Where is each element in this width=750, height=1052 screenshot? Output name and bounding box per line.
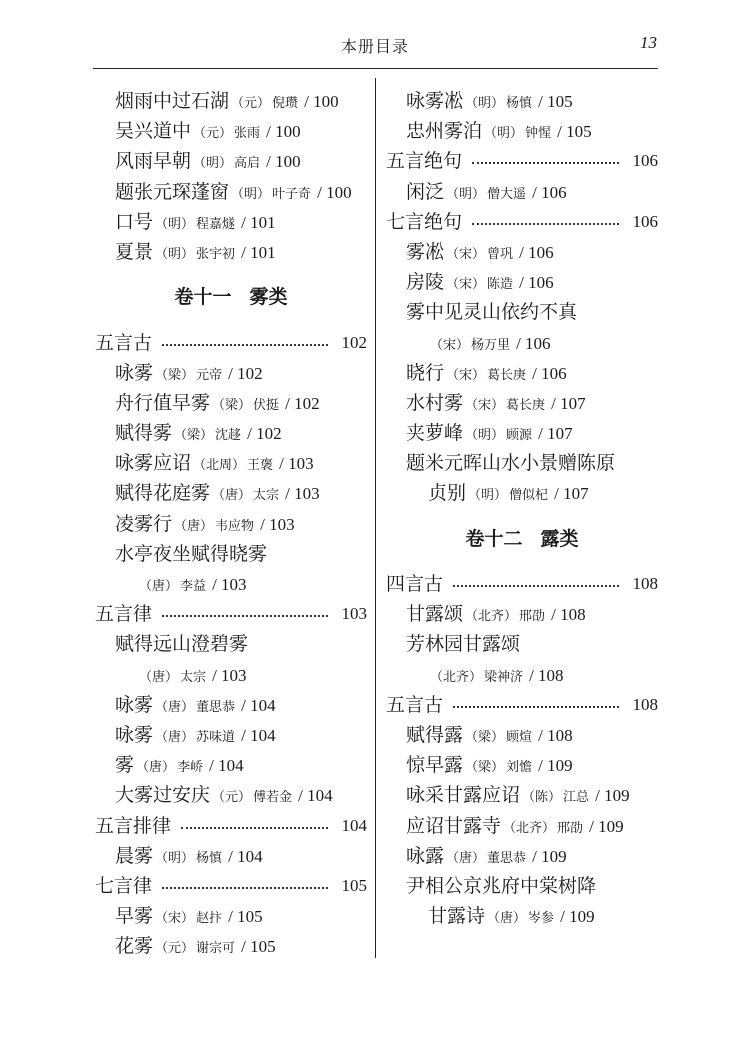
- toc-entry[interactable]: [95, 478, 367, 508]
- entry-title: 忠州雾泊: [406, 120, 483, 143]
- toc-left-column: [95, 86, 367, 961]
- entry-dynasty: （明）: [155, 216, 195, 232]
- entry-page: / 104: [298, 786, 333, 806]
- entry-author: 太宗: [180, 669, 207, 685]
- entry-page: / 106: [532, 182, 567, 202]
- section-title: 五言古: [386, 693, 444, 716]
- toc-entry[interactable]: [95, 358, 367, 388]
- entry-author: 叶子奇: [272, 186, 312, 202]
- section-page: 103: [341, 604, 367, 624]
- page-number: 13: [640, 33, 657, 52]
- toc-entry[interactable]: [95, 720, 367, 750]
- entry-dynasty: （明）: [465, 428, 505, 444]
- leader-dots: [453, 585, 618, 587]
- section-title: 五言律: [95, 603, 153, 626]
- entry-page: / 105: [228, 907, 263, 927]
- entry-author: 元帝: [196, 367, 223, 383]
- toc-entry[interactable]: [95, 448, 367, 478]
- entry-title: 夏景: [115, 240, 154, 263]
- entry-page: / 107: [551, 393, 586, 413]
- entry-author: 倪瓒: [272, 96, 299, 111]
- entry-dynasty: （元）: [212, 790, 252, 806]
- entry-title: 咏采甘露应诏: [406, 784, 521, 807]
- leader-dots: [181, 827, 327, 829]
- entry-dynasty: （梁）: [212, 397, 252, 413]
- entry-title: 甘露诗: [428, 905, 486, 928]
- entry-dynasty: （元）: [231, 96, 271, 111]
- entry-title: 惊早露: [406, 754, 464, 777]
- entry-page: / 105: [557, 122, 592, 142]
- entry-author: 陈造: [487, 277, 514, 293]
- entry-page: / 107: [538, 424, 573, 444]
- entry-dynasty: （北齐）: [430, 669, 483, 685]
- toc-entry[interactable]: [386, 358, 658, 388]
- entry-page: / 102: [285, 393, 320, 413]
- entry-author: 梁神济: [484, 669, 524, 685]
- entry-title: 房陵: [406, 271, 445, 294]
- entry-page: / 103: [212, 575, 247, 595]
- entry-page: / 102: [247, 424, 282, 444]
- entry-dynasty: （梁）: [465, 760, 505, 776]
- entry-author: 伏挺: [253, 397, 280, 413]
- toc-entry[interactable]: [386, 720, 658, 750]
- entry-page: / 100: [266, 152, 301, 172]
- volume-heading: [386, 509, 658, 569]
- toc-section[interactable]: [95, 811, 367, 841]
- section-title: 七言绝句: [386, 210, 463, 233]
- leader-dots: [453, 706, 618, 708]
- entry-title: 雾: [115, 754, 135, 777]
- toc-entry[interactable]: [386, 629, 658, 659]
- section-page: 102: [341, 332, 367, 352]
- entry-title: 咏雾: [115, 361, 154, 384]
- entry-page: / 109: [560, 907, 595, 927]
- toc-entry-continuation[interactable]: [386, 660, 658, 690]
- toc-entry[interactable]: [386, 177, 658, 207]
- entry-author: 刘憺: [506, 760, 533, 776]
- entry-title: 咏雾: [115, 693, 154, 716]
- entry-author: 葛长庚: [506, 397, 546, 413]
- toc-entry[interactable]: [95, 629, 367, 659]
- toc-entry[interactable]: [95, 690, 367, 720]
- entry-dynasty: （明）: [465, 96, 505, 111]
- entry-page: / 109: [532, 846, 567, 866]
- entry-page: / 104: [241, 725, 276, 745]
- entry-author: 顾源: [506, 428, 533, 444]
- entry-author: 程嘉燧: [196, 216, 236, 232]
- toc-entry[interactable]: [95, 750, 367, 780]
- toc-entry[interactable]: [386, 841, 658, 871]
- toc-entry[interactable]: [386, 448, 658, 478]
- toc-entry[interactable]: [95, 901, 367, 931]
- entry-title: 大雾过安庆: [115, 784, 211, 807]
- toc-entry-continuation[interactable]: [95, 660, 367, 690]
- toc-section[interactable]: [386, 569, 658, 599]
- entry-page: / 108: [529, 665, 564, 685]
- leader-dots: [162, 344, 327, 346]
- entry-page: / 109: [538, 756, 573, 776]
- entry-author: 太宗: [253, 488, 280, 504]
- toc-entry[interactable]: [386, 750, 658, 780]
- entry-title: 闲泛: [406, 180, 445, 203]
- entry-dynasty: （北周）: [193, 458, 246, 474]
- entry-title: 赋得花庭雾: [115, 482, 211, 505]
- entry-dynasty: （宋）: [155, 911, 195, 927]
- toc-entry[interactable]: [386, 297, 658, 327]
- header-rule: [93, 68, 658, 69]
- entry-page: / 103: [285, 484, 320, 504]
- entry-dynasty: （陈）: [522, 790, 562, 806]
- toc-entry[interactable]: [386, 116, 658, 146]
- entry-dynasty: （梁）: [465, 729, 505, 745]
- entry-page: / 105: [241, 937, 276, 957]
- entry-page: / 108: [538, 725, 573, 745]
- entry-title: 雾中见灵山依约不真: [406, 301, 578, 324]
- entry-dynasty: （唐）: [155, 699, 195, 715]
- volume-title: 卷十一: [174, 286, 232, 309]
- entry-page: / 104: [209, 756, 244, 776]
- toc-right-column: [386, 86, 658, 931]
- entry-author: 江总: [563, 790, 590, 806]
- entry-author: 葛长庚: [487, 367, 527, 383]
- entry-dynasty: （唐）: [136, 760, 176, 776]
- entry-dynasty: （明）: [155, 246, 195, 262]
- entry-author: 张雨: [234, 126, 261, 142]
- toc-section[interactable]: [95, 328, 367, 358]
- entry-title: 水村雾: [406, 391, 464, 414]
- entry-dynasty: （唐）: [446, 850, 486, 866]
- toc-section[interactable]: [386, 207, 658, 237]
- toc-entry[interactable]: [386, 388, 658, 418]
- entry-title: 凌雾行: [115, 512, 173, 535]
- entry-author: 沈趍: [215, 428, 242, 444]
- entry-page: / 108: [551, 605, 586, 625]
- entry-author: 杨慎: [506, 96, 533, 111]
- entry-dynasty: （明）: [468, 488, 508, 504]
- entry-dynasty: （明）: [484, 126, 524, 142]
- entry-page: / 101: [241, 212, 276, 232]
- entry-title: 吴兴道中: [115, 120, 192, 143]
- entry-page: / 109: [595, 786, 630, 806]
- entry-author: 钟惺: [525, 126, 552, 142]
- toc-entry-continuation[interactable]: [386, 478, 658, 508]
- section-page: 105: [341, 875, 367, 895]
- entry-title: 雾凇: [406, 240, 445, 263]
- entry-title: 口号: [115, 210, 154, 233]
- entry-author: 邢劭: [519, 609, 546, 625]
- entry-author: 岑参: [528, 911, 555, 927]
- entry-dynasty: （唐）: [212, 488, 252, 504]
- entry-title: 舟行值早雾: [115, 391, 211, 414]
- entry-page: / 106: [516, 333, 551, 353]
- volume-title: 卷十二: [465, 527, 523, 550]
- entry-dynasty: （宋）: [446, 246, 486, 262]
- entry-title: 赋得远山澄碧雾: [115, 633, 249, 656]
- entry-title: 早雾: [115, 905, 154, 928]
- leader-dots: [472, 162, 618, 164]
- toc-entry-continuation[interactable]: [386, 328, 658, 358]
- entry-author: 谢宗可: [196, 941, 236, 957]
- entry-dynasty: （明）: [446, 186, 486, 202]
- entry-dynasty: （唐）: [139, 669, 179, 685]
- entry-title: 咏雾凇: [406, 90, 464, 112]
- entry-page: / 100: [266, 122, 301, 142]
- entry-title: 夹萝峰: [406, 422, 464, 445]
- entry-dynasty: （宋）: [446, 277, 486, 293]
- toc-entry[interactable]: [386, 237, 658, 267]
- toc-entry[interactable]: [386, 86, 658, 116]
- toc-entry-continuation[interactable]: [386, 901, 658, 931]
- toc-entry[interactable]: [386, 871, 658, 901]
- entry-author: 赵抃: [196, 911, 223, 927]
- entry-title: 烟雨中过石湖: [115, 90, 230, 112]
- entry-title: 水亭夜坐赋得晓雾: [115, 542, 268, 565]
- entry-dynasty: （元）: [193, 126, 233, 142]
- entry-title: 咏雾应诏: [115, 452, 192, 475]
- entry-dynasty: （梁）: [174, 428, 214, 444]
- section-page: 104: [341, 815, 367, 835]
- entry-title: 尹相公京兆府中棠树降: [406, 874, 597, 897]
- toc-entry[interactable]: [386, 811, 658, 841]
- entry-dynasty: （梁）: [155, 367, 195, 383]
- entry-page: / 103: [212, 665, 247, 685]
- entry-title: 晨雾: [115, 844, 154, 867]
- entry-author: 邢劭: [557, 820, 584, 836]
- entry-author: 傅若金: [253, 790, 293, 806]
- entry-author: 韦应物: [215, 518, 255, 534]
- entry-title: 贞别: [428, 482, 467, 505]
- toc-entry[interactable]: [95, 841, 367, 871]
- column-divider: [375, 78, 376, 958]
- entry-title: 赋得雾: [115, 422, 173, 445]
- section-page: 108: [632, 694, 658, 714]
- section-title: 七言律: [95, 874, 153, 897]
- entry-page: / 103: [279, 454, 314, 474]
- entry-page: / 100: [317, 182, 352, 202]
- entry-title: 题米元晖山水小景赠陈原: [406, 452, 616, 475]
- entry-dynasty: （唐）: [155, 729, 195, 745]
- entry-dynasty: （元）: [155, 941, 195, 957]
- toc-entry[interactable]: [386, 780, 658, 810]
- section-title: 五言排律: [95, 814, 172, 837]
- toc-entry[interactable]: [386, 599, 658, 629]
- entry-author: 李峤: [177, 760, 204, 776]
- entry-page: / 109: [589, 816, 624, 836]
- toc-entry[interactable]: [95, 237, 367, 267]
- leader-dots: [162, 887, 327, 889]
- entry-page: / 104: [241, 695, 276, 715]
- toc-section[interactable]: [386, 690, 658, 720]
- entry-dynasty: （明）: [231, 186, 271, 202]
- entry-author: 李益: [180, 579, 207, 595]
- entry-title: 题张元琛蓬窗: [115, 180, 230, 203]
- entry-dynasty: （明）: [155, 850, 195, 866]
- toc-entry[interactable]: [95, 418, 367, 448]
- entry-page: / 104: [228, 846, 263, 866]
- entry-page: / 106: [532, 363, 567, 383]
- toc-section[interactable]: [386, 146, 658, 176]
- entry-author: 王褒: [247, 458, 274, 474]
- volume-heading: [95, 267, 367, 327]
- toc-section[interactable]: [95, 871, 367, 901]
- entry-dynasty: （北齐）: [465, 609, 518, 625]
- toc-entry[interactable]: [95, 177, 367, 207]
- entry-page: / 102: [228, 363, 263, 383]
- entry-title: 晓行: [406, 361, 445, 384]
- toc-entry[interactable]: [95, 509, 367, 539]
- toc-entry[interactable]: [95, 931, 367, 961]
- entry-page: / 100: [304, 92, 339, 111]
- toc-entry[interactable]: [386, 267, 658, 297]
- entry-page: / 105: [538, 92, 573, 111]
- entry-author: 董思恭: [487, 850, 527, 866]
- entry-dynasty: （宋）: [446, 367, 486, 383]
- running-head: 本册目录: [340, 37, 409, 56]
- leader-dots: [162, 615, 327, 617]
- entry-page: / 103: [260, 514, 295, 534]
- entry-title: 芳林园甘露颂: [406, 633, 521, 656]
- toc-entry[interactable]: [386, 418, 658, 448]
- section-page: 106: [632, 151, 658, 171]
- entry-dynasty: （宋）: [465, 397, 505, 413]
- entry-author: 高启: [234, 156, 261, 172]
- section-title: 四言古: [386, 573, 444, 596]
- entry-dynasty: （唐）: [487, 911, 527, 927]
- entry-author: 曾巩: [487, 246, 514, 262]
- section-page: 108: [632, 574, 658, 594]
- entry-author: 顾煊: [506, 729, 533, 745]
- entry-page: / 106: [519, 242, 554, 262]
- entry-author: 僧似杞: [509, 488, 549, 504]
- section-title: 五言古: [95, 331, 153, 354]
- entry-dynasty: （明）: [193, 156, 233, 172]
- entry-dynasty: （北齐）: [503, 820, 556, 836]
- entry-author: 张宇初: [196, 246, 236, 262]
- volume-category: 露类: [540, 527, 579, 550]
- entry-title: 咏露: [406, 844, 445, 867]
- toc-entry[interactable]: [95, 207, 367, 237]
- section-title: 五言绝句: [386, 150, 463, 173]
- volume-category: 雾类: [249, 286, 288, 309]
- entry-author: 杨慎: [196, 850, 223, 866]
- toc-entry-continuation[interactable]: [95, 569, 367, 599]
- toc-section[interactable]: [95, 599, 367, 629]
- entry-page: / 101: [241, 242, 276, 262]
- entry-author: 苏味道: [196, 729, 236, 745]
- entry-title: 赋得露: [406, 723, 464, 746]
- entry-dynasty: （唐）: [174, 518, 214, 534]
- section-page: 106: [632, 211, 658, 231]
- toc-entry[interactable]: [95, 146, 367, 176]
- leader-dots: [472, 223, 618, 225]
- entry-dynasty: （宋）: [430, 337, 470, 353]
- entry-author: 僧大遥: [487, 186, 527, 202]
- entry-title: 风雨早朝: [115, 150, 192, 173]
- toc-entry[interactable]: [95, 116, 367, 146]
- toc-entry[interactable]: [95, 388, 367, 418]
- entry-title: 咏雾: [115, 723, 154, 746]
- entry-title: 花雾: [115, 935, 154, 958]
- entry-page: / 106: [519, 273, 554, 293]
- entry-author: 董思恭: [196, 699, 236, 715]
- entry-author: 杨万里: [471, 337, 511, 353]
- entry-dynasty: （唐）: [139, 579, 179, 595]
- entry-page: / 107: [554, 484, 589, 504]
- entry-title: 甘露颂: [406, 603, 464, 626]
- toc-entry[interactable]: [95, 539, 367, 569]
- entry-title: 应诏甘露寺: [406, 814, 502, 837]
- toc-entry[interactable]: [95, 86, 367, 116]
- toc-entry[interactable]: [95, 780, 367, 810]
